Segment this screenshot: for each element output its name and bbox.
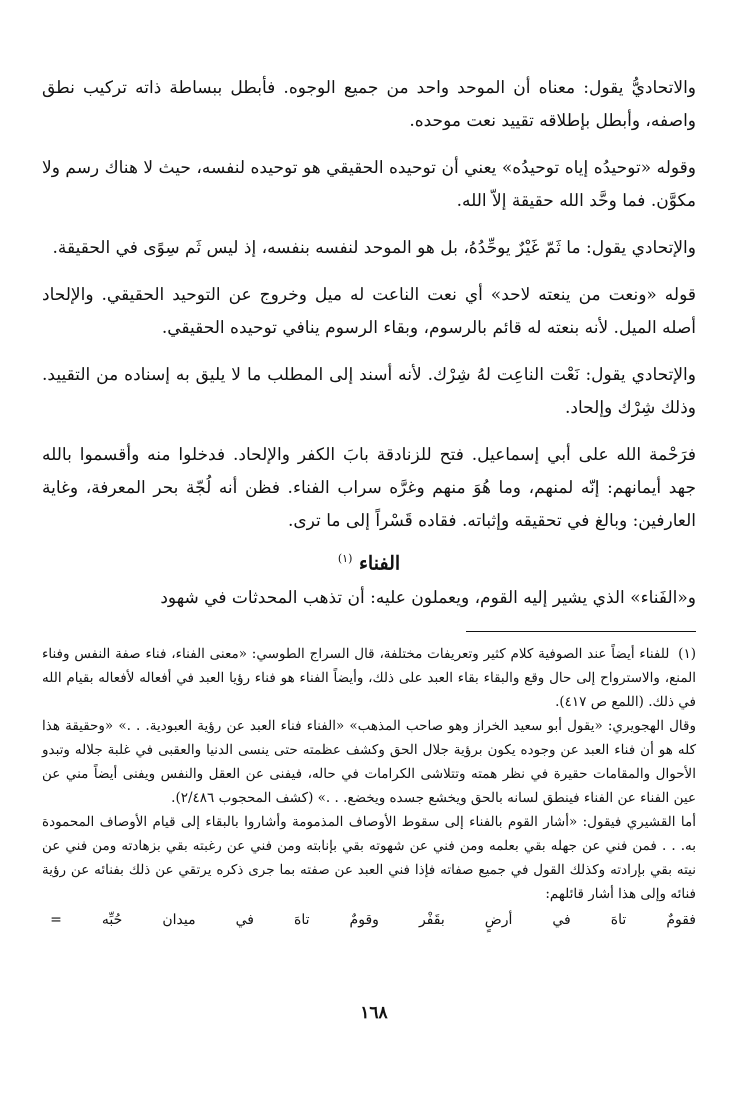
verse-word: في (235, 912, 254, 929)
paragraph: والاتحاديُّ يقول: معناه أن الموحد واحد من جميع الوجوه. فأبطل ببساطة ذاته تركيب نطق واصفه، وأبطل بإطلاقه تقييد نعت موحده. (42, 78, 696, 131)
verse-word: فقومٌ (666, 912, 696, 929)
verse-word: تاهَ (610, 912, 627, 929)
paragraph: والإتحادي يقول: ما ثَمّ غَيْرٌ يوحِّدُهُ، بل هو الموحد لنفسه بنفسه، إذ ليس ثَم سِوًى في الحقيقة. (52, 238, 696, 258)
footnotes (42, 642, 696, 932)
paragraph: فرَحْمة الله على أبي إسماعيل. فتح للزنادقة بابَ الكفر والإلحاد. فدخلوا منه وأقسموا بالله جهد أيمانهم: إنّه لمنهم، وما هُوَ منهم وغرَّه سراب الفناء. فظن أنه لُجّة بحر المعرفة، وغاية العارفين: وبالغ في تحقيقه وإثباته. فقاده قَسْراً إلى ما ترى. (42, 445, 696, 531)
verse-word: أرضٍ (484, 912, 513, 929)
paragraph: وقوله «توحيدُه إياه توحيدُه» يعني أن توحيده الحقيقي هو توحيده لنفسه، حيث لا هناك رسم ولا مكوَّن. فما وحَّد الله حقيقة إلاّ الله. (42, 158, 696, 211)
verse-word: في (552, 912, 571, 929)
verse-word: = (50, 912, 62, 929)
page-number: ١٦٨ (360, 1003, 388, 1023)
section-intro: و«الفَناء» الذي يشير إليه القوم، ويعملون عليه: أن تذهب المحدثات في شهود (160, 588, 696, 609)
footnote-paragraph (42, 642, 696, 714)
paragraph: والإتحادي يقول: نَعْت الناعِت لهُ شِرْك. لأنه أسند إلى المطلب ما لا يليق به إسناده من التقييد. وذلك شِرْك وإلحاد. (42, 365, 696, 418)
paragraph: قوله «ونعت من ينعته لاحد» أي نعت الناعت له ميل وخروج عن التوحيد الحقيقي. والإلحاد أصله الميل. لأنه بنعته له قائم بالرسوم، وبقاء الرسوم ينافي توحيده الحقيقي. (42, 285, 696, 338)
main-text (42, 72, 696, 615)
footnote-divider (466, 631, 696, 632)
verse-line (42, 908, 696, 932)
verse-word: بقَفْر (418, 912, 445, 929)
section-heading (42, 552, 696, 574)
verse-word: تاهَ (294, 912, 310, 929)
verse-word: وقومٌ (349, 912, 379, 929)
footnote-paragraph: وقال الهجويري: «يقول أبو سعيد الخراز وهو صاحب المذهب» «الفناء فناء العبد عن رؤية العبودية. . .» «وحقيقة هذا كله هو أن فناء العبد عن وجوده يكون برؤية جلال الحق وكشف عظمته حتى ينسى الدنيا والعقبى في غلبة جلاله وتبدو الأحوال والمقامات حقيرة في نظر همته وتتلاشى الكرامات في حاله، فيفنى عن العقل والنفس ويفنى أيضاً مني عن عين الفناء عن الفناء فينطق لسانه بالحق ويخشع جسده ويخضع. . .» (كشف المحجوب ٢/٤٨٦). (42, 718, 696, 807)
section-title: الفناء (359, 552, 401, 575)
footnote-reference: (١) (337, 552, 353, 565)
footnote-text: للفناء أيضاً عند الصوفية كلام كثير وتعريفات مختلفة، قال السراج الطوسي: «معنى الفناء، فناء صفة النفس وفناء المنع، والاسترواح إلى حال وقع والبقاء بقاء العبد على ذلك، وأيضاً الفناء هو فناء رؤيا العبد في أفعاله لأفعاله بقيام الله في ذلك. (اللمع ص ٤١٧). (42, 646, 696, 711)
footnote-paragraph: أما القشيري فيقول: «أشار القوم بالفناء إلى سقوط الأوصاف المذمومة وأشاروا بالبقاء إلى قيام الأوصاف المحمودة به. . . فمن فني عن جهله بقي بعلمه ومن فني عن شهوته بقي بإنابته ومن فني عن رغبته بقي بزهادته ومن فني عن نيته بقي بإرادته وكذلك القول في جميع صفاته فإذا فني العبد عن صفته بما جرى ذكره يرتقي عن ذلك بفنائه عن رؤية فنائه وإلى هذا أشار قائلهم: (42, 814, 696, 903)
verse-word: حُبِّه (101, 912, 123, 929)
verse-word: ميدان (162, 912, 196, 929)
footnote-marker: (١) (678, 646, 696, 663)
